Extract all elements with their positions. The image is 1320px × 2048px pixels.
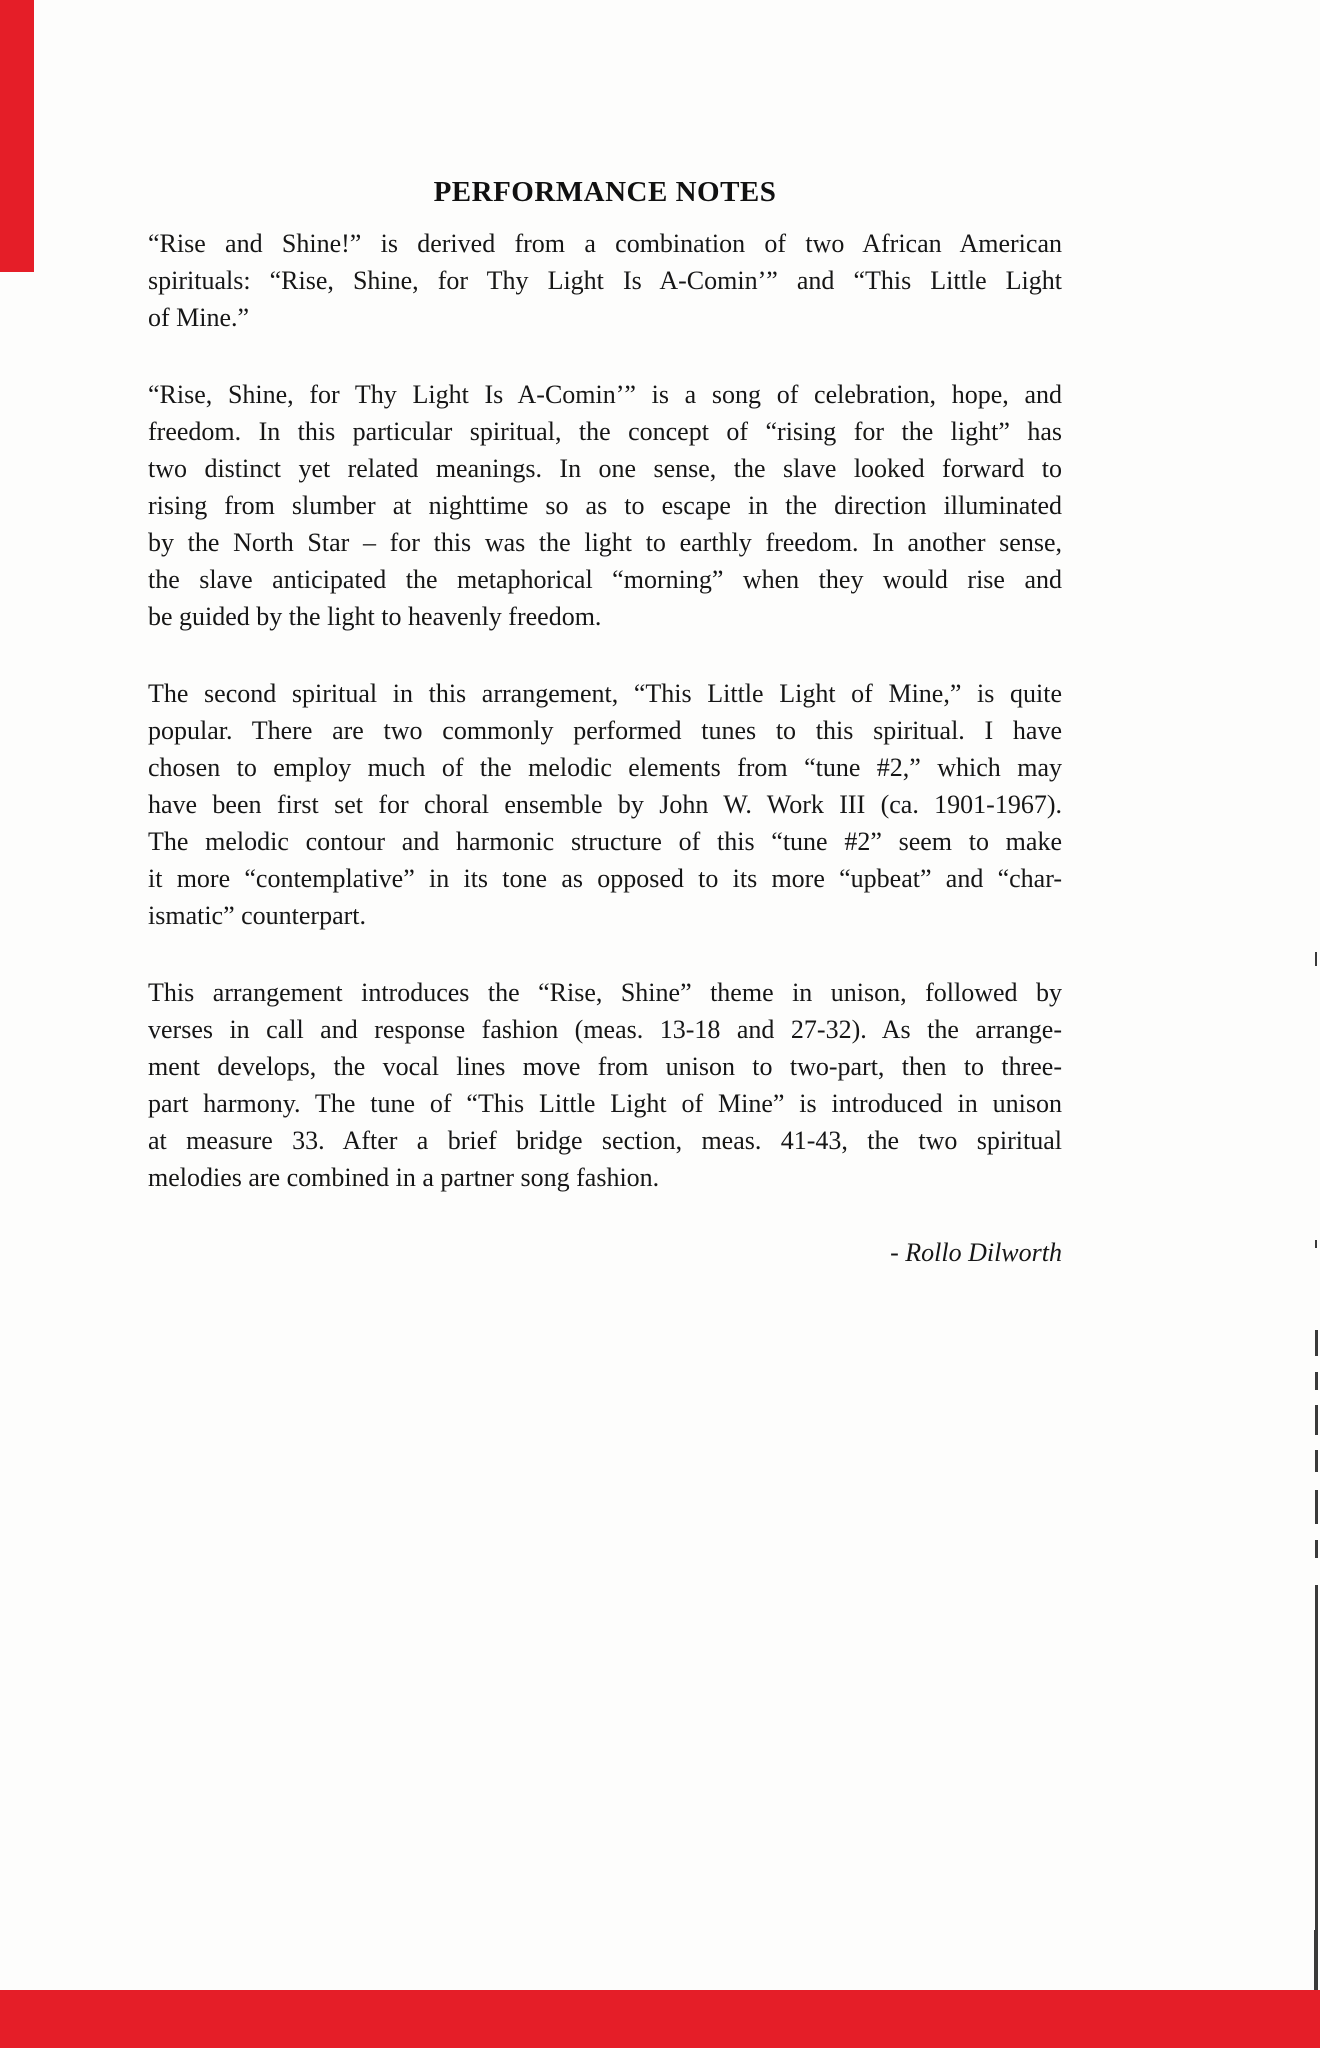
text-line: have been first set for choral ensemble by John W. Work III (ca. 1901-1967). [148, 790, 1062, 819]
text-line: two distinct yet related meanings. In one sense, the slave looked forward to [148, 454, 1062, 483]
performance-notes-document [148, 0, 1062, 1271]
text-line: it more “contemplative” in its tone as opposed to its more “upbeat” and “char- [148, 864, 1062, 893]
scan-edge-artifact [1315, 952, 1317, 966]
text-line: The second spiritual in this arrangement, “This Little Light of Mine,” is quite [148, 679, 1062, 708]
text-line: be guided by the light to heavenly freedom. [148, 602, 602, 631]
red-cover-bleed-left [0, 0, 34, 272]
scan-edge-artifact [1315, 1490, 1318, 1524]
text-line: ismatic” counterpart. [148, 901, 367, 930]
text-line: freedom. In this particular spiritual, the concept of “rising for the light” has [148, 417, 1062, 446]
text-line: “Rise and Shine!” is derived from a combination of two African American [148, 229, 1062, 258]
scan-edge-artifact [1315, 1240, 1317, 1248]
text-line: ment develops, the vocal lines move from unison to two-part, then to three- [148, 1052, 1062, 1081]
paragraph-rise-shine [148, 376, 1062, 635]
text-line: at measure 33. After a brief bridge section, meas. 41-43, the two spiritual [148, 1126, 1062, 1155]
scan-edge-artifact [1315, 1540, 1318, 1558]
paragraph-arrangement [148, 974, 1062, 1196]
text-line: the slave anticipated the metaphorical “morning” when they would rise and [148, 565, 1062, 594]
scan-edge-artifact [1315, 1405, 1318, 1435]
text-line: The melodic contour and harmonic structure of this “tune #2” seem to make [148, 827, 1062, 856]
text-line: by the North Star – for this was the light to earthly freedom. In another sense, [148, 528, 1062, 557]
text-line: chosen to employ much of the melodic elements from “tune #2,” which may [148, 753, 1062, 782]
text-line: popular. There are two commonly performed tunes to this spiritual. I have [148, 716, 1062, 745]
text-line: rising from slumber at nighttime so as to escape in the direction illuminated [148, 491, 1062, 520]
text-line: part harmony. The tune of “This Little Light of Mine” is introduced in unison [148, 1089, 1062, 1118]
author-signature: - Rollo Dilworth [890, 1238, 1062, 1267]
paragraph-little-light [148, 675, 1062, 934]
text-line: This arrangement introduces the “Rise, Shine” theme in unison, followed by [148, 978, 1062, 1007]
text-line: “Rise, Shine, for Thy Light Is A-Comin’” is a song of celebration, hope, and [148, 380, 1062, 409]
text-line: verses in call and response fashion (meas. 13-18 and 27-32). As the arrange- [148, 1015, 1062, 1044]
text-line: melodies are combined in a partner song fashion. [148, 1163, 660, 1192]
scan-edge-artifact [1315, 1372, 1318, 1390]
text-line: of Mine.” [148, 303, 250, 332]
scan-edge-artifact [1315, 1330, 1318, 1356]
red-cover-bleed-bottom [0, 1990, 1320, 2048]
paragraph-intro [148, 225, 1062, 336]
text-line: spirituals: “Rise, Shine, for Thy Light Is A-Comin’” and “This Little Light [148, 266, 1062, 295]
page-title: PERFORMANCE NOTES [433, 176, 777, 208]
scan-edge-artifact [1315, 1450, 1318, 1472]
scan-edge-artifact [1314, 1930, 1318, 1990]
